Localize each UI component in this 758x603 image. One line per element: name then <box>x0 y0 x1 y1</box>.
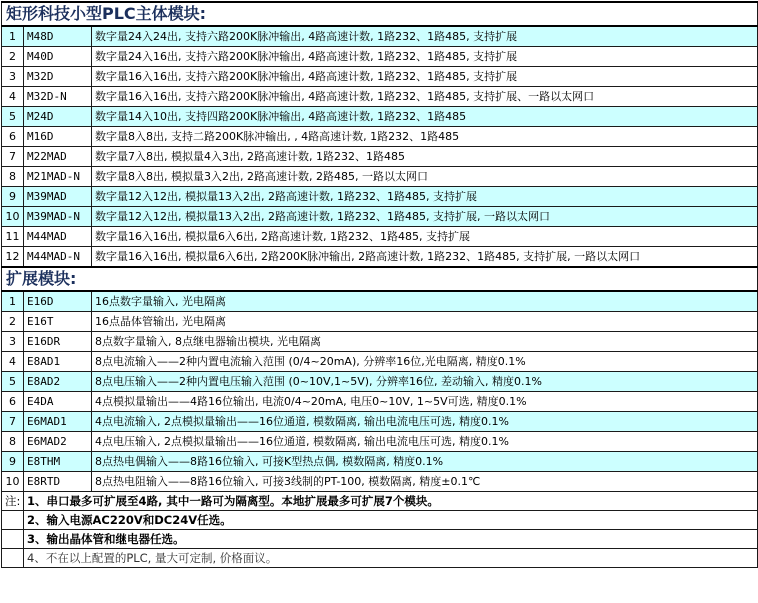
model-cell: M24D <box>24 107 92 127</box>
table-row <box>2 87 758 107</box>
row-number: 5 <box>2 107 24 127</box>
note-line: 3、输出晶体管和继电器任选。 <box>24 530 758 549</box>
main-section-title: 矩形科技小型PLC主体模块: <box>2 2 758 26</box>
row-number: 1 <box>2 26 24 47</box>
description-cell: 数字量12入12出, 模拟量13入2出, 2路高速计数, 1路232、1路485, 支持扩展, 一路以太网口 <box>92 207 758 227</box>
table-row <box>2 392 758 412</box>
description-cell: 数字量16入16出, 支持六路200K脉冲输出, 4路高速计数, 1路232、1路485, 支持扩展 <box>92 67 758 87</box>
row-number: 2 <box>2 312 24 332</box>
row-number: 6 <box>2 127 24 147</box>
table-row <box>2 247 758 268</box>
row-number: 4 <box>2 87 24 107</box>
description-cell: 数字量7入8出, 模拟量4入3出, 2路高速计数, 1路232、1路485 <box>92 147 758 167</box>
table-row <box>2 187 758 207</box>
model-cell: M40D <box>24 47 92 67</box>
description-cell: 8点数字量输入, 8点继电器输出模块, 光电隔离 <box>92 332 758 352</box>
model-cell: M44MAD <box>24 227 92 247</box>
note-row <box>2 530 758 549</box>
table-row <box>2 432 758 452</box>
table-row <box>2 147 758 167</box>
model-cell: E16T <box>24 312 92 332</box>
table-row <box>2 127 758 147</box>
table-row <box>2 167 758 187</box>
description-cell: 8点热电偶输入——8路16位输入, 可接K型热点偶, 模数隔离, 精度0.1% <box>92 452 758 472</box>
model-cell: M21MAD-N <box>24 167 92 187</box>
row-number: 5 <box>2 372 24 392</box>
row-number: 12 <box>2 247 24 268</box>
model-cell: M32D <box>24 67 92 87</box>
description-cell: 数字量24入24出, 支持六路200K脉冲输出, 4路高速计数, 1路232、1路485, 支持扩展 <box>92 26 758 47</box>
description-cell: 数字量14入10出, 支持四路200K脉冲输出, 4路高速计数, 1路232、1路485 <box>92 107 758 127</box>
table-row <box>2 47 758 67</box>
description-cell: 数字量16入16出, 支持六路200K脉冲输出, 4路高速计数, 1路232、1路485, 支持扩展、一路以太网口 <box>92 87 758 107</box>
row-number: 3 <box>2 332 24 352</box>
table-row <box>2 107 758 127</box>
table-row <box>2 452 758 472</box>
description-cell: 8点热电阻输入——8路16位输入, 可接3线制的PT-100, 模数隔离, 精度±0.1℃ <box>92 472 758 492</box>
description-cell: 4点电压输入, 2点模拟量输出——16位通道, 模数隔离, 输出电流电压可选, 精度0.1% <box>92 432 758 452</box>
model-cell: E8AD1 <box>24 352 92 372</box>
description-cell: 8点电流输入——2种内置电流输入范围 (0/4~20mA), 分辨率16位,光电隔离, 精度0.1% <box>92 352 758 372</box>
row-number: 7 <box>2 147 24 167</box>
description-cell: 数字量8入8出, 模拟量3入2出, 2路高速计数, 2路485, 一路以太网口 <box>92 167 758 187</box>
row-number: 8 <box>2 167 24 187</box>
row-number: 8 <box>2 432 24 452</box>
row-number: 10 <box>2 207 24 227</box>
table-row <box>2 291 758 312</box>
description-cell: 4点模拟量输出——4路16位输出, 电流0/4~20mA, 电压0~10V, 1~5V可选, 精度0.1% <box>92 392 758 412</box>
model-cell: E6MAD2 <box>24 432 92 452</box>
note-row <box>2 549 758 568</box>
note-label: 注: <box>2 492 24 511</box>
product-table <box>1 1 758 568</box>
description-cell: 16点晶体管输出, 光电隔离 <box>92 312 758 332</box>
row-number: 9 <box>2 187 24 207</box>
model-cell: M39MAD-N <box>24 207 92 227</box>
note-line: 4、不在以上配置的PLC, 量大可定制, 价格面议。 <box>24 549 758 568</box>
row-number: 11 <box>2 227 24 247</box>
description-cell: 数字量8入8出, 支持二路200K脉冲输出, , 4路高速计数, 1路232、1路485 <box>92 127 758 147</box>
table-row <box>2 26 758 47</box>
model-cell: E16D <box>24 291 92 312</box>
main-section-header <box>2 2 758 26</box>
model-cell: M44MAD-N <box>24 247 92 268</box>
model-cell: M16D <box>24 127 92 147</box>
row-number: 1 <box>2 291 24 312</box>
row-number: 3 <box>2 67 24 87</box>
table-row <box>2 312 758 332</box>
model-cell: E6MAD1 <box>24 412 92 432</box>
description-cell: 数字量24入16出, 支持六路200K脉冲输出, 4路高速计数, 1路232、1路485, 支持扩展 <box>92 47 758 67</box>
description-cell: 数字量12入12出, 模拟量13入2出, 2路高速计数, 1路232、1路485, 支持扩展 <box>92 187 758 207</box>
table-row <box>2 372 758 392</box>
model-cell: M39MAD <box>24 187 92 207</box>
table-row <box>2 352 758 372</box>
description-cell: 数字量16入16出, 模拟量6入6出, 2路200K脉冲输出, 2路高速计数, 1路232、1路485, 支持扩展, 一路以太网口 <box>92 247 758 268</box>
table-row <box>2 412 758 432</box>
table-row <box>2 472 758 492</box>
model-cell: E8RTD <box>24 472 92 492</box>
description-cell: 数字量16入16出, 模拟量6入6出, 2路高速计数, 1路232、1路485, 支持扩展 <box>92 227 758 247</box>
note-row <box>2 492 758 511</box>
model-cell: E8THM <box>24 452 92 472</box>
model-cell: E16DR <box>24 332 92 352</box>
table-row <box>2 332 758 352</box>
row-number: 4 <box>2 352 24 372</box>
description-cell: 4点电流输入, 2点模拟量输出——16位通道, 模数隔离, 输出电流电压可选, 精度0.1% <box>92 412 758 432</box>
ext-section-header <box>2 267 758 291</box>
row-number: 7 <box>2 412 24 432</box>
row-number: 9 <box>2 452 24 472</box>
model-cell: M48D <box>24 26 92 47</box>
note-line: 2、输入电源AC220V和DC24V任选。 <box>24 511 758 530</box>
row-number: 2 <box>2 47 24 67</box>
model-cell: E8AD2 <box>24 372 92 392</box>
row-number: 6 <box>2 392 24 412</box>
model-cell: M22MAD <box>24 147 92 167</box>
model-cell: E4DA <box>24 392 92 412</box>
table-row <box>2 207 758 227</box>
model-cell: M32D-N <box>24 87 92 107</box>
note-line: 1、串口最多可扩展至4路, 其中一路可为隔离型。本地扩展最多可扩展7个模块。 <box>24 492 758 511</box>
row-number: 10 <box>2 472 24 492</box>
table-row <box>2 67 758 87</box>
description-cell: 8点电压输入——2种内置电压输入范围 (0~10V,1~5V), 分辨率16位, 差动输入, 精度0.1% <box>92 372 758 392</box>
description-cell: 16点数字量输入, 光电隔离 <box>92 291 758 312</box>
note-row <box>2 511 758 530</box>
table-row <box>2 227 758 247</box>
ext-section-title: 扩展模块: <box>2 267 758 291</box>
